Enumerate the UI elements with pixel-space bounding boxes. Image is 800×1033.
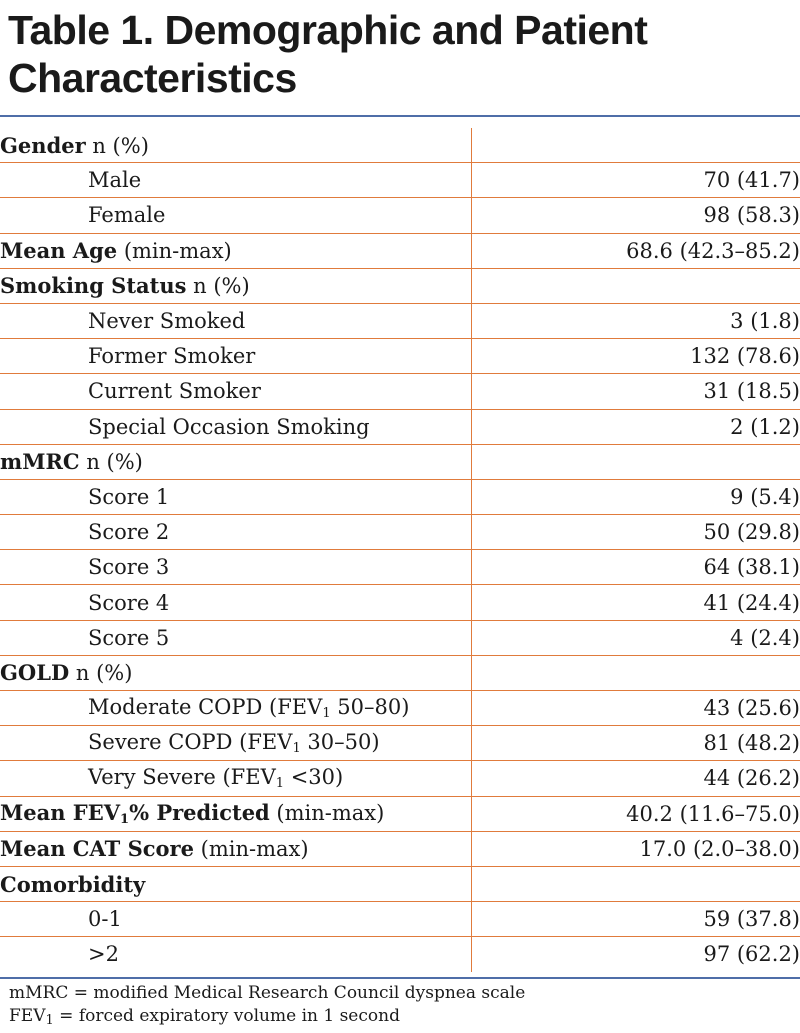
row-label: Mean Age (min-max) xyxy=(0,233,471,268)
table-row xyxy=(0,902,800,937)
row-value: 2 (1.2) xyxy=(471,409,800,444)
row-label: Comorbidity xyxy=(0,866,471,901)
row-value xyxy=(471,128,800,163)
row-label: Mean CAT Score (min-max) xyxy=(0,831,471,866)
table-row xyxy=(0,691,800,726)
table-row xyxy=(0,268,800,303)
row-label: Score 5 xyxy=(0,620,471,655)
row-label: Mean $FEV_1\%$ Predicted (min-max) xyxy=(0,796,471,831)
row-value: 31 (18.5) xyxy=(471,374,800,409)
row-value: 40.2 (11.6–75.0) xyxy=(471,796,800,831)
table-row xyxy=(0,796,800,831)
table-row xyxy=(0,937,800,972)
row-label: Score 4 xyxy=(0,585,471,620)
table-row xyxy=(0,374,800,409)
table-row xyxy=(0,163,800,198)
row-label: mMRC n (%) xyxy=(0,444,471,479)
row-label: Female xyxy=(0,198,471,233)
row-label: Smoking Status n (%) xyxy=(0,268,471,303)
row-value: 43 (25.6) xyxy=(471,691,800,726)
table-row xyxy=(0,515,800,550)
table-row xyxy=(0,444,800,479)
bottom-rule xyxy=(0,977,800,979)
row-value: 132 (78.6) xyxy=(471,339,800,374)
row-label: Severe COPD ($FEV_1$ 30–50) xyxy=(0,726,471,761)
table-row xyxy=(0,655,800,690)
row-label: Male xyxy=(0,163,471,198)
row-value: 9 (5.4) xyxy=(471,479,800,514)
characteristics-table xyxy=(0,128,800,972)
row-label: >2 xyxy=(0,937,471,972)
row-label: Score 1 xyxy=(0,479,471,514)
row-label: Very Severe $(FEV_1 <30)$ xyxy=(0,761,471,796)
row-value: 97 (62.2) xyxy=(703,942,800,967)
row-value: 50 (29.8) xyxy=(471,515,800,550)
table-row xyxy=(0,761,800,796)
row-label: Former Smoker xyxy=(0,339,471,374)
table-title: Table 1. Demographic and Patient Characteristics xyxy=(8,7,648,101)
row-value xyxy=(471,268,800,303)
table-row xyxy=(0,585,800,620)
top-rule xyxy=(0,115,800,117)
table-row xyxy=(0,726,800,761)
table-row xyxy=(0,128,800,163)
table-row xyxy=(0,233,800,268)
row-value: 64 (38.1) xyxy=(471,550,800,585)
row-value xyxy=(471,866,800,901)
table-row xyxy=(0,479,800,514)
row-label: Score 3 xyxy=(0,550,471,585)
row-value: 17.0 (2.0–38.0) xyxy=(471,831,800,866)
row-label: Never Smoked xyxy=(0,303,471,338)
row-value: 59 (37.8) xyxy=(471,902,800,937)
row-value: 3 (1.8) xyxy=(471,303,800,338)
row-value: 4 (2.4) xyxy=(471,620,800,655)
row-value: 98 (58.3) xyxy=(471,198,800,233)
table-row xyxy=(0,198,800,233)
row-label: GOLD n (%) xyxy=(0,655,471,690)
row-label: Current Smoker xyxy=(0,374,471,409)
table-row xyxy=(0,550,800,585)
row-value: 68.6 (42.3–85.2) xyxy=(471,233,800,268)
row-label: Gender n (%) xyxy=(0,128,471,163)
row-value: 41 (24.4) xyxy=(471,585,800,620)
row-value xyxy=(471,655,800,690)
table-row xyxy=(0,620,800,655)
table-row xyxy=(0,409,800,444)
table-row xyxy=(0,831,800,866)
row-label: Moderate COPD ($FEV_1$ 50–80) xyxy=(0,691,471,726)
row-value: 70 (41.7) xyxy=(471,163,800,198)
table-row xyxy=(0,866,800,901)
row-value: 81 (48.2) xyxy=(471,726,800,761)
row-value xyxy=(471,444,800,479)
table-row xyxy=(0,303,800,338)
footnote-fev: $FEV_1$ = forced expiratory volume in 1 second xyxy=(9,1006,400,1028)
row-label: Score 2 xyxy=(0,515,471,550)
row-label: 0-1 xyxy=(0,902,471,937)
row-label: Special Occasion Smoking xyxy=(0,409,471,444)
footnote-mmrc: mMRC = modified Medical Research Council dyspnea scale xyxy=(9,983,526,1003)
table-row xyxy=(0,339,800,374)
row-value: 44 (26.2) xyxy=(471,761,800,796)
